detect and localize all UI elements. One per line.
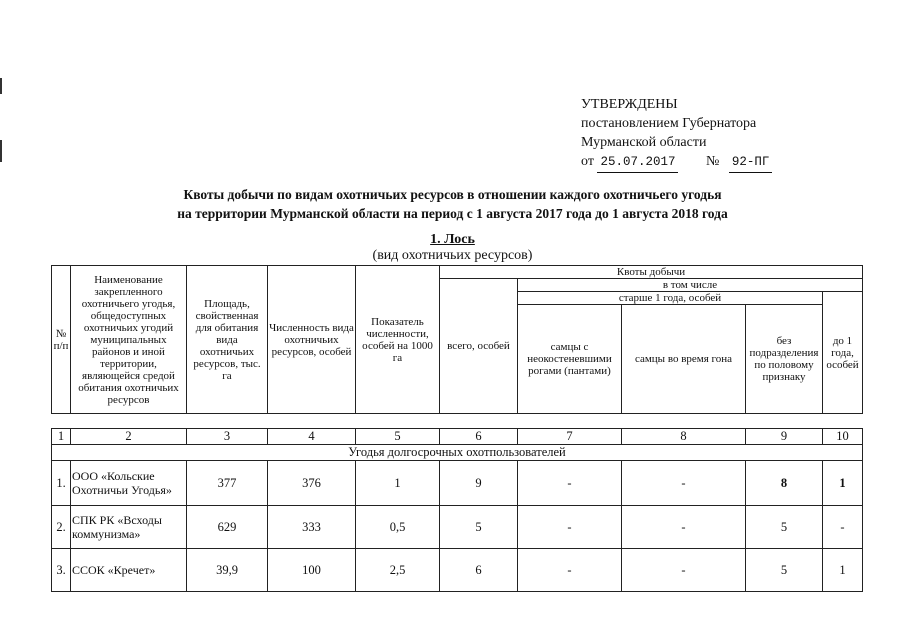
title-line-1: Квоты добычи по видам охотничьих ресурсов в отношении каждого охотничьего угодья: [183, 187, 722, 202]
row-young: 1: [823, 549, 863, 592]
column-number: 3: [187, 429, 268, 445]
header-density: Показатель численности, особей на 1000 га: [356, 266, 440, 414]
column-number: 5: [356, 429, 440, 445]
row-area: 39,9: [187, 549, 268, 592]
quota-table-body: [51, 428, 863, 592]
header-num: № п/п: [52, 266, 71, 414]
row-rut: -: [622, 549, 746, 592]
row-nosex: 5: [746, 506, 823, 549]
row-young: -: [823, 506, 863, 549]
header-quotas: Квоты добычи: [440, 266, 863, 279]
row-name: ООО «Кольские Охотничьи Угодья»: [71, 461, 187, 506]
header-count: Численность вида охотничьих ресурсов, особей: [268, 266, 356, 414]
document-title: [0, 185, 905, 223]
column-number: 7: [518, 429, 622, 445]
table-row: [52, 549, 863, 592]
row-count: 376: [268, 461, 356, 506]
row-antlers: -: [518, 549, 622, 592]
column-number: 1: [52, 429, 71, 445]
header-including: в том числе: [518, 279, 863, 292]
header-area: Площадь, свойственная для обитания вида охотничьих ресурсов, тыс. га: [187, 266, 268, 414]
approval-heading: УТВЕРЖДЕНЫ: [581, 97, 678, 112]
column-number: 4: [268, 429, 356, 445]
approval-number: 92-ПГ: [729, 153, 773, 173]
table-row: [52, 461, 863, 506]
row-name: ССОК «Кречет»: [71, 549, 187, 592]
row-count: 100: [268, 549, 356, 592]
row-density: 0,5: [356, 506, 440, 549]
row-area: 629: [187, 506, 268, 549]
row-antlers: -: [518, 461, 622, 506]
header-nosex: без подразделения по половому признаку: [746, 305, 823, 414]
row-num: 3.: [52, 549, 71, 592]
row-num: 1.: [52, 461, 71, 506]
column-number: 2: [71, 429, 187, 445]
header-rut: самцы во время гона: [622, 305, 746, 414]
approval-decree: постановлением Губернатора: [581, 116, 757, 131]
row-rut: -: [622, 461, 746, 506]
column-number: 9: [746, 429, 823, 445]
row-count: 333: [268, 506, 356, 549]
column-number: 10: [823, 429, 863, 445]
approval-date: 25.07.2017: [597, 153, 678, 173]
row-num: 2.: [52, 506, 71, 549]
row-total: 9: [440, 461, 518, 506]
header-antlers: самцы с неокостеневшими рогами (пантами): [518, 305, 622, 414]
number-label: №: [705, 154, 720, 169]
section-title: 1. Лось: [430, 232, 475, 247]
row-rut: -: [622, 506, 746, 549]
group-title: Угодья долгосрочных охотпользователей: [52, 445, 863, 461]
row-area: 377: [187, 461, 268, 506]
approval-date-line: [581, 152, 772, 173]
row-total: 5: [440, 506, 518, 549]
column-number: 6: [440, 429, 518, 445]
approval-region: Мурманской области: [581, 135, 707, 150]
header-name: Наименование закрепленного охотничьего угодья, общедоступных охотничьих угодий муниципальных районов и иной территории, являющейся средой обитания охотничьих ресурсов: [71, 266, 187, 414]
row-antlers: -: [518, 506, 622, 549]
header-older: старше 1 года, особей: [518, 292, 823, 305]
date-prefix: от: [581, 154, 594, 169]
title-line-2: на территории Мурманской области на период с 1 августа 2017 года до 1 августа 2018 года: [177, 206, 728, 221]
row-total: 6: [440, 549, 518, 592]
quota-table-header: [51, 265, 863, 414]
approval-block: [581, 95, 772, 173]
row-young: 1: [823, 461, 863, 506]
margin-mark-top: [0, 78, 2, 94]
section-subtitle: (вид охотничьих ресурсов): [372, 248, 533, 263]
group-row: [52, 445, 863, 461]
table-row: [52, 506, 863, 549]
column-number-row: [52, 429, 863, 445]
row-density: 2,5: [356, 549, 440, 592]
margin-mark-bottom: [0, 140, 2, 162]
header-total: всего, особей: [440, 279, 518, 414]
row-density: 1: [356, 461, 440, 506]
row-nosex: 5: [746, 549, 823, 592]
header-young: до 1 года, особей: [823, 292, 863, 414]
row-nosex: 8: [746, 461, 823, 506]
column-number: 8: [622, 429, 746, 445]
row-name: СПК РК «Всходы коммунизма»: [71, 506, 187, 549]
